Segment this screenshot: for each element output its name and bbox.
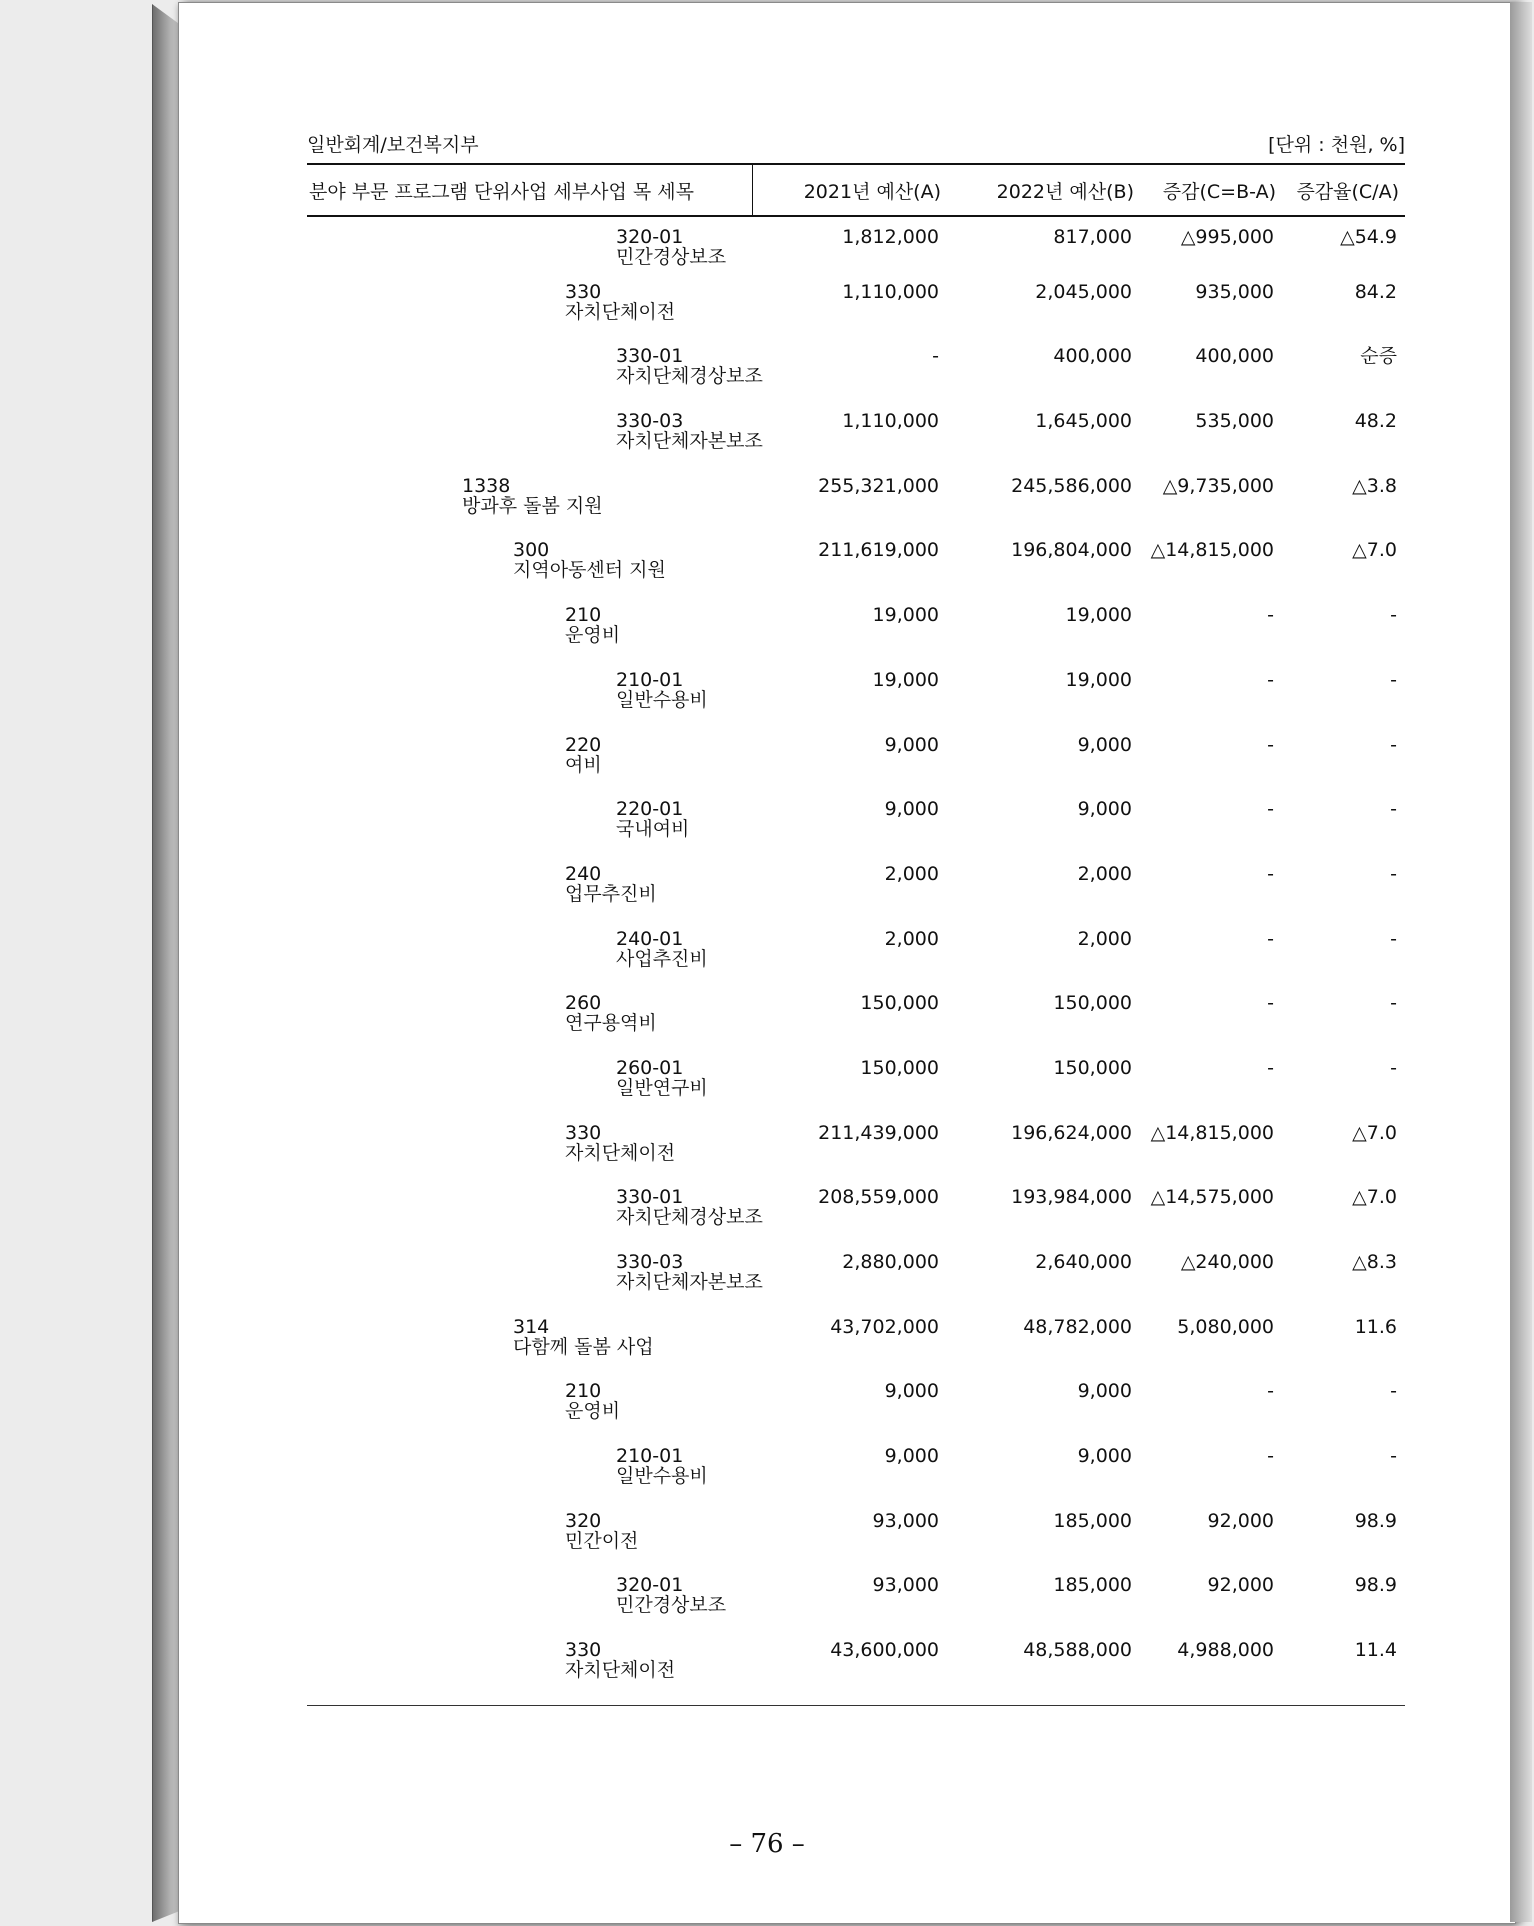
change-cell: △9,735,000 <box>1162 474 1274 497</box>
change-cell: △14,815,000 <box>1150 539 1274 562</box>
change-cell: △14,815,000 <box>1150 1121 1274 1144</box>
change-cell: 935,000 <box>1195 280 1274 303</box>
table-row <box>307 1446 1405 1511</box>
item-name-cell <box>307 929 752 994</box>
table-row <box>307 1640 1405 1705</box>
table-header-row <box>307 164 1405 216</box>
table-row <box>307 864 1405 929</box>
table-row <box>307 1381 1405 1446</box>
item-name-cell <box>307 735 752 800</box>
budget-2022-cell: 2,000 <box>1077 927 1132 950</box>
change-cell: 92,000 <box>1207 1509 1274 1532</box>
rate-cell: - <box>1390 927 1397 950</box>
budget-2021-cell: 1,110,000 <box>842 410 939 433</box>
item-code: 320-01 <box>616 226 684 248</box>
budget-2022-cell: 9,000 <box>1077 1445 1132 1468</box>
budget-2021-cell: 9,000 <box>884 733 939 756</box>
rate-cell: - <box>1390 733 1397 756</box>
change-cell: - <box>1267 992 1274 1015</box>
rate-cell: 48.2 <box>1354 410 1397 433</box>
budget-2022-cell: 1,645,000 <box>1035 410 1132 433</box>
rate-cell: 11.6 <box>1354 1315 1397 1338</box>
col-header-2021: 2021년 예산(A) <box>752 164 947 216</box>
rate-cell: △7.0 <box>1352 539 1397 562</box>
item-code: 330-01 <box>616 1186 684 1209</box>
rate-cell: 84.2 <box>1354 280 1397 303</box>
page-number: – 76 – <box>729 1829 805 1859</box>
table-row <box>307 540 1405 605</box>
item-code: 330 <box>565 1121 602 1144</box>
budget-2021-cell: 255,321,000 <box>818 474 939 497</box>
item-code: 330 <box>565 280 602 303</box>
change-cell: △14,575,000 <box>1150 1186 1274 1209</box>
budget-2021-cell: 19,000 <box>872 604 939 627</box>
budget-2021-cell: 1,812,000 <box>842 226 939 248</box>
item-code: 210 <box>565 604 602 627</box>
table-row <box>307 1317 1405 1382</box>
rate-cell: △7.0 <box>1352 1121 1397 1144</box>
budget-2022-cell: 185,000 <box>1053 1509 1132 1532</box>
budget-2021-cell: 211,439,000 <box>818 1121 939 1144</box>
rate-cell: - <box>1390 1445 1397 1468</box>
item-code: 260 <box>565 992 602 1015</box>
change-cell: 535,000 <box>1195 410 1274 433</box>
item-name-cell <box>307 345 763 411</box>
item-label: 연구용역비 <box>565 1012 657 1035</box>
rate-cell: △8.3 <box>1352 1251 1397 1273</box>
budget-2021-cell: 150,000 <box>860 1056 939 1079</box>
table-bottom-rule <box>307 1705 1405 1707</box>
budget-2022-cell: 245,586,000 <box>1011 474 1132 497</box>
budget-2022-cell: 2,640,000 <box>1035 1251 1132 1273</box>
item-name-cell <box>307 864 752 929</box>
change-cell: - <box>1267 862 1274 885</box>
item-label: 사업추진비 <box>616 947 708 970</box>
rate-cell: 98.9 <box>1354 1574 1397 1597</box>
change-cell: △995,000 <box>1180 226 1274 248</box>
rate-cell: - <box>1390 862 1397 885</box>
item-label: 자치단체자본보조 <box>616 430 763 453</box>
item-name-cell <box>307 1446 752 1511</box>
change-cell: - <box>1267 927 1274 950</box>
item-name-cell <box>307 476 752 541</box>
item-label: 일반수용비 <box>616 688 708 711</box>
rate-cell: △3.8 <box>1352 474 1397 497</box>
budget-2021-cell: 2,000 <box>884 927 939 950</box>
item-label: 국내여비 <box>616 818 690 841</box>
item-label: 민간이전 <box>565 1529 639 1552</box>
item-label: 자치단체이전 <box>565 1141 676 1164</box>
budget-2022-cell: 196,624,000 <box>1011 1121 1132 1144</box>
item-code: 314 <box>513 1315 550 1338</box>
change-cell: - <box>1267 1056 1274 1079</box>
rate-cell: 98.9 <box>1354 1509 1397 1532</box>
item-code: 330-03 <box>616 1251 684 1273</box>
change-cell: 4,988,000 <box>1177 1639 1274 1662</box>
table-row <box>307 282 1405 347</box>
item-name-cell <box>307 216 752 282</box>
rate-cell: - <box>1390 668 1397 691</box>
budget-2022-cell: 9,000 <box>1077 1380 1132 1403</box>
item-code: 210-01 <box>616 1445 684 1468</box>
item-name-cell <box>307 1640 752 1705</box>
rate-cell: 11.4 <box>1354 1639 1397 1662</box>
item-name-cell <box>307 540 752 605</box>
item-label: 일반수용비 <box>616 1465 708 1488</box>
rate-cell: - <box>1390 798 1397 821</box>
budget-2021-cell: 43,600,000 <box>830 1639 939 1662</box>
change-cell: - <box>1267 1380 1274 1403</box>
item-code: 210-01 <box>616 668 684 691</box>
item-label: 지역아동센터 지원 <box>513 559 666 582</box>
item-label: 업무추진비 <box>565 882 657 905</box>
budget-2022-cell: 48,588,000 <box>1023 1639 1132 1662</box>
budget-2021-cell: 93,000 <box>872 1509 939 1532</box>
table-row <box>307 1123 1405 1188</box>
item-label: 자치단체경상보조 <box>616 365 763 388</box>
rate-cell: 순증 <box>1360 345 1397 368</box>
item-name-cell <box>307 605 752 670</box>
item-code: 210 <box>565 1380 602 1403</box>
item-code: 240-01 <box>616 927 684 950</box>
budget-2022-cell: 2,045,000 <box>1035 280 1132 303</box>
col-header-2022: 2022년 예산(B) <box>947 164 1140 216</box>
budget-2021-cell: 93,000 <box>872 1574 939 1597</box>
budget-2021-cell: 19,000 <box>872 668 939 691</box>
budget-2022-cell: 185,000 <box>1053 1574 1132 1597</box>
change-cell: 5,080,000 <box>1177 1315 1274 1338</box>
item-label: 여비 <box>565 753 602 776</box>
item-label: 자치단체이전 <box>565 300 676 323</box>
budget-2022-cell: 150,000 <box>1053 1056 1132 1079</box>
rate-cell: - <box>1390 992 1397 1015</box>
change-cell: 400,000 <box>1195 345 1274 368</box>
col-header-change: 증감(C=B-A) <box>1140 164 1282 216</box>
item-label: 민간경상보조 <box>616 1594 727 1617</box>
item-label: 자치단체자본보조 <box>616 1271 763 1293</box>
change-cell: △240,000 <box>1180 1251 1274 1273</box>
table-row <box>307 605 1405 670</box>
change-cell: - <box>1267 668 1274 691</box>
item-label: 운영비 <box>565 624 621 647</box>
table-row <box>307 1575 1405 1640</box>
table-row <box>307 1058 1405 1123</box>
table-row <box>307 929 1405 994</box>
item-name-cell <box>307 1511 752 1576</box>
item-code: 330-01 <box>616 345 684 368</box>
item-label: 운영비 <box>565 1400 621 1423</box>
item-code: 220 <box>565 733 602 756</box>
item-name-cell <box>307 1186 763 1252</box>
change-cell: - <box>1267 798 1274 821</box>
change-cell: - <box>1267 733 1274 756</box>
budget-2022-cell: 19,000 <box>1065 604 1132 627</box>
item-name-cell <box>307 1381 752 1446</box>
budget-2022-cell: 400,000 <box>1053 345 1132 368</box>
budget-table <box>307 163 1405 1707</box>
table-row <box>307 1187 1405 1252</box>
change-cell: - <box>1267 604 1274 627</box>
table-row <box>307 346 1405 411</box>
item-name-cell <box>307 1058 752 1123</box>
budget-2021-cell: 9,000 <box>884 1445 939 1468</box>
item-name-cell <box>307 993 752 1058</box>
change-cell: - <box>1267 1445 1274 1468</box>
table-row <box>307 799 1405 864</box>
item-code: 260-01 <box>616 1056 684 1079</box>
budget-2021-cell: 2,000 <box>884 862 939 885</box>
budget-2021-cell: 9,000 <box>884 1380 939 1403</box>
item-code: 320 <box>565 1509 602 1532</box>
budget-2022-cell: 48,782,000 <box>1023 1315 1132 1338</box>
item-name-cell <box>307 1575 752 1640</box>
budget-2022-cell: 817,000 <box>1053 226 1132 248</box>
table-row <box>307 1511 1405 1576</box>
item-label: 방과후 돌봄 지원 <box>462 494 603 517</box>
budget-2021-cell: 211,619,000 <box>818 539 939 562</box>
budget-2022-cell: 9,000 <box>1077 798 1132 821</box>
budget-2022-cell: 196,804,000 <box>1011 539 1132 562</box>
budget-2022-cell: 193,984,000 <box>1011 1186 1132 1209</box>
item-name-cell <box>307 282 752 347</box>
item-name-cell <box>307 670 752 735</box>
budget-2021-cell: 43,702,000 <box>830 1315 939 1338</box>
table-row <box>307 411 1405 476</box>
budget-2022-cell: 9,000 <box>1077 733 1132 756</box>
account-title: 일반회계/보건복지부 <box>307 134 479 156</box>
item-label: 자치단체이전 <box>565 1659 676 1682</box>
budget-2021-cell: 208,559,000 <box>818 1186 939 1209</box>
table-row <box>307 735 1405 800</box>
item-name-cell <box>307 1317 752 1382</box>
col-header-rate: 증감율(C/A) <box>1282 164 1405 216</box>
item-code: 240 <box>565 862 602 885</box>
budget-2021-cell: 1,110,000 <box>842 280 939 303</box>
item-code: 330 <box>565 1639 602 1662</box>
col-header-name: 분야 부문 프로그램 단위사업 세부사업 목 세목 <box>307 164 752 216</box>
table-row <box>307 216 1405 282</box>
item-code: 220-01 <box>616 798 684 821</box>
item-name-cell <box>307 410 763 476</box>
item-name-cell <box>307 1251 763 1317</box>
table-row <box>307 670 1405 735</box>
table-row <box>307 993 1405 1058</box>
unit-note: [단위 : 천원, %] <box>1268 134 1405 156</box>
budget-2021-cell: 2,880,000 <box>842 1251 939 1273</box>
item-name-cell <box>307 799 752 864</box>
table-row <box>307 476 1405 541</box>
item-code: 320-01 <box>616 1574 684 1597</box>
item-code: 330-03 <box>616 410 684 433</box>
rate-cell: △54.9 <box>1340 226 1397 248</box>
item-label: 민간경상보조 <box>616 246 727 268</box>
rate-cell: - <box>1390 604 1397 627</box>
budget-2021-cell: - <box>932 345 939 368</box>
rate-cell: - <box>1390 1056 1397 1079</box>
table-row <box>307 1252 1405 1317</box>
change-cell: 92,000 <box>1207 1574 1274 1597</box>
item-label: 자치단체경상보조 <box>616 1206 763 1229</box>
page-edge-shadow <box>1510 2 1532 1922</box>
budget-2021-cell: 9,000 <box>884 798 939 821</box>
budget-2021-cell: 150,000 <box>860 992 939 1015</box>
budget-2022-cell: 150,000 <box>1053 992 1132 1015</box>
item-code: 1338 <box>462 474 511 497</box>
budget-2022-cell: 19,000 <box>1065 668 1132 691</box>
item-label: 일반연구비 <box>616 1076 708 1099</box>
rate-cell: △7.0 <box>1352 1186 1397 1209</box>
item-name-cell <box>307 1123 752 1188</box>
item-code: 300 <box>513 539 550 562</box>
item-label: 다함께 돌봄 사업 <box>513 1335 654 1358</box>
rate-cell: - <box>1390 1380 1397 1403</box>
budget-2022-cell: 2,000 <box>1077 862 1132 885</box>
